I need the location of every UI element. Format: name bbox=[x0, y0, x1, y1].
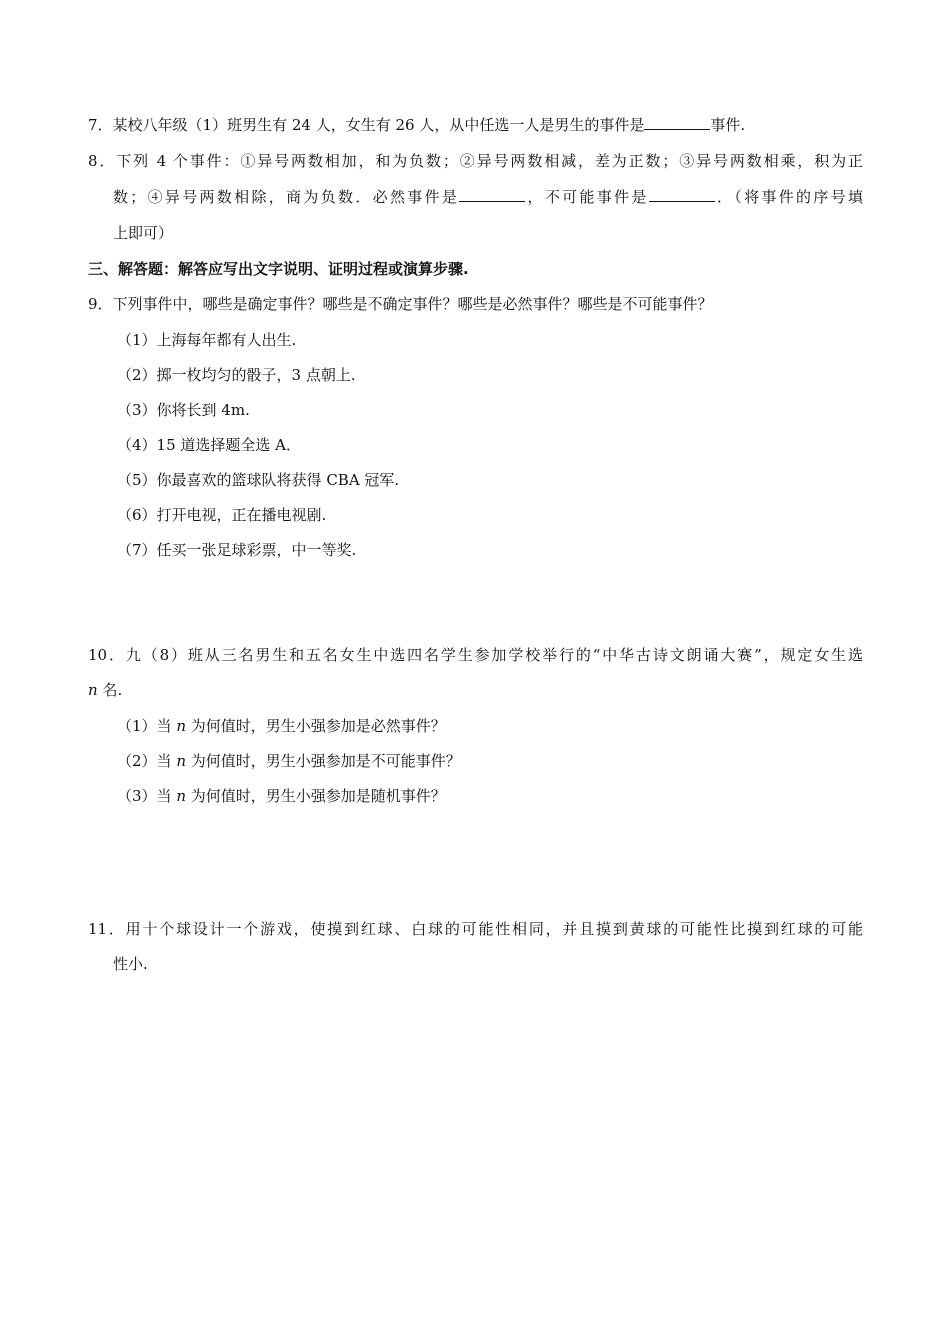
q8-text: ．（将事件的序号填 bbox=[714, 188, 863, 206]
q9-item: （7）任买一张足球彩票，中一等奖. bbox=[117, 541, 357, 559]
q10-item bbox=[117, 716, 446, 736]
q10-item bbox=[117, 786, 446, 806]
question-8-line3: 上即可） bbox=[113, 224, 174, 242]
variable-n: n bbox=[176, 717, 186, 735]
variable-n: n bbox=[88, 681, 98, 699]
q10-item-text: 为何值时，男生小强参加是随机事件？ bbox=[185, 787, 446, 805]
question-8-line2 bbox=[113, 187, 863, 207]
q9-item: （1）上海每年都有人出生. bbox=[117, 331, 297, 349]
question-9-stem: 9．下列事件中，哪些是确定事件？哪些是不确定事件？哪些是必然事件？哪些是不可能事件？ bbox=[88, 295, 713, 313]
variable-n: n bbox=[176, 752, 186, 770]
q10-item-text: 为何值时，男生小强参加是不可能事件？ bbox=[185, 752, 461, 770]
q9-item: （6）打开电视，正在播电视剧. bbox=[117, 506, 327, 524]
q7-text: 7．某校八年级（1）班男生有 24 人，女生有 26 人，从中任选一人是男生的事件是 bbox=[88, 116, 645, 134]
question-8-line1: 8．下列 4 个事件：①异号两数相加，和为负数；②异号两数相减，差为正数；③异号两数相乘，积为正 bbox=[88, 152, 863, 170]
variable-n: n bbox=[176, 787, 186, 805]
question-11-line1: 11．用十个球设计一个游戏，使摸到红球、白球的可能性相同，并且摸到黄球的可能性比摸到红球的可能 bbox=[88, 920, 863, 938]
answer-blank-certain[interactable] bbox=[459, 187, 525, 202]
q10-item-text: （2）当 bbox=[117, 752, 177, 770]
section-heading: 三、解答题：解答应写出文字说明、证明过程或演算步骤. bbox=[88, 260, 469, 278]
q10-item-text: （3）当 bbox=[117, 787, 177, 805]
question-11-line2: 性小. bbox=[113, 955, 148, 973]
q10-item-text: （1）当 bbox=[117, 717, 177, 735]
q8-text: ，不可能事件是 bbox=[525, 188, 649, 206]
q9-item: （5）你最喜欢的篮球队将获得 CBA 冠军. bbox=[117, 471, 400, 489]
question-10-line1: 10．九（8）班从三名男生和五名女生中选四名学生参加学校举行的“中华古诗文朗诵大赛”，规定女生选 bbox=[88, 646, 863, 664]
answer-blank[interactable] bbox=[644, 115, 710, 130]
question-10-line2 bbox=[88, 680, 122, 700]
q10-text: 名. bbox=[97, 681, 123, 699]
q10-item-text: 为何值时，男生小强参加是必然事件？ bbox=[185, 717, 446, 735]
q9-item: （2）掷一枚均匀的骰子，3 点朝上. bbox=[117, 366, 356, 384]
question-7 bbox=[88, 115, 745, 135]
q10-item bbox=[117, 751, 461, 771]
q9-item: （3）你将长到 4m. bbox=[117, 401, 250, 419]
q8-text: 数；④异号两数相除，商为负数．必然事件是 bbox=[113, 188, 460, 206]
q9-item: （4）15 道选择题全选 A． bbox=[117, 436, 301, 454]
answer-blank-impossible[interactable] bbox=[649, 187, 715, 202]
q7-text-end: 事件. bbox=[710, 116, 746, 134]
